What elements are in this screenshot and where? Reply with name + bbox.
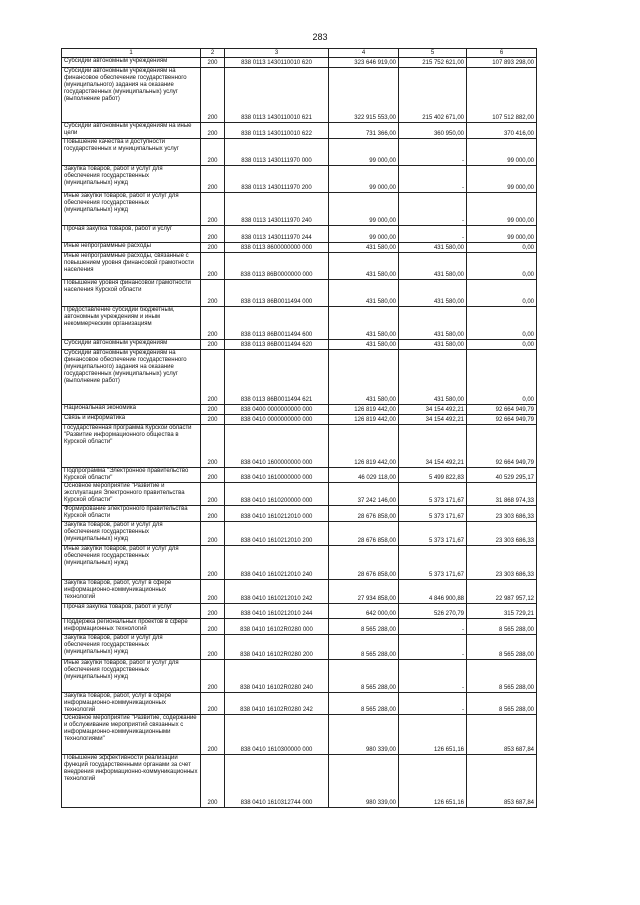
header-cell: 4 — [329, 49, 399, 58]
executed-amount-cell: 526 270,79 — [399, 604, 467, 619]
item-name-cell: Основное мероприятие "Развитие, содержание и обслуживание мероприятий связанных с информационно-коммуникационными технологиями" — [62, 715, 201, 755]
budget-code-cell: 838 0410 1610212010 200 — [225, 522, 329, 546]
executed-amount-cell: - — [399, 166, 467, 193]
approved-amount-cell: 431 580,00 — [329, 340, 399, 350]
item-name-cell: Иные закупки товаров, работ и услуг для обеспечения государственных (муниципальных) нужд — [62, 660, 201, 693]
unexecuted-amount-cell: 0,00 — [467, 340, 537, 350]
unexecuted-amount-cell: 40 529 295,17 — [467, 468, 537, 483]
approved-amount-cell: 99 000,00 — [329, 226, 399, 243]
table-row — [62, 123, 537, 139]
executed-amount-cell: 34 154 492,21 — [399, 425, 467, 468]
executed-amount-cell: - — [399, 226, 467, 243]
executed-amount-cell: 431 580,00 — [399, 340, 467, 350]
budget-code-cell: 838 0113 1430110010 620 — [225, 58, 329, 68]
table-row — [62, 280, 537, 307]
unexecuted-amount-cell: 99 000,00 — [467, 193, 537, 226]
header-cell: 1 — [62, 49, 201, 58]
table-row — [62, 139, 537, 166]
executed-amount-cell: 360 950,00 — [399, 123, 467, 139]
line-code-cell: 200 — [201, 468, 225, 483]
line-code-cell: 200 — [201, 123, 225, 139]
budget-code-cell: 838 0410 0000000000 000 — [225, 415, 329, 425]
budget-code-cell: 838 0113 8600000000 000 — [225, 243, 329, 253]
table-row — [62, 166, 537, 193]
executed-amount-cell: 126 651,16 — [399, 755, 467, 808]
item-name-cell: Субсидии автономным учреждениям — [62, 58, 201, 68]
budget-code-cell: 838 0410 1610312744 000 — [225, 755, 329, 808]
budget-code-cell: 838 0113 86B0000000 000 — [225, 253, 329, 280]
approved-amount-cell: 431 580,00 — [329, 280, 399, 307]
table-row — [62, 506, 537, 522]
executed-amount-cell: 4 846 900,88 — [399, 580, 467, 604]
table-row — [62, 405, 537, 415]
executed-amount-cell: 215 752 621,00 — [399, 58, 467, 68]
budget-code-cell: 838 0410 1610212010 000 — [225, 506, 329, 522]
approved-amount-cell: 431 580,00 — [329, 253, 399, 280]
line-code-cell: 200 — [201, 522, 225, 546]
executed-amount-cell: 5 373 171,67 — [399, 546, 467, 580]
table-header-row — [62, 49, 537, 58]
table-row — [62, 226, 537, 243]
unexecuted-amount-cell: 0,00 — [467, 280, 537, 307]
budget-code-cell: 838 0410 1600000000 000 — [225, 425, 329, 468]
line-code-cell: 200 — [201, 243, 225, 253]
line-code-cell: 200 — [201, 425, 225, 468]
unexecuted-amount-cell: 23 303 686,33 — [467, 522, 537, 546]
unexecuted-amount-cell: 92 664 949,79 — [467, 415, 537, 425]
item-name-cell: Повышение эффективности реализации функций государственными органами за счет внедрения информационно-коммуникационных технологий — [62, 755, 201, 808]
approved-amount-cell: 8 565 288,00 — [329, 635, 399, 660]
line-code-cell: 200 — [201, 415, 225, 425]
table-row — [62, 253, 537, 280]
budget-code-cell: 838 0113 1430111970 000 — [225, 139, 329, 166]
line-code-cell: 200 — [201, 405, 225, 415]
budget-code-cell: 838 0113 1430111970 240 — [225, 193, 329, 226]
item-name-cell: Иные непрограммные расходы — [62, 243, 201, 253]
unexecuted-amount-cell: 99 000,00 — [467, 226, 537, 243]
header-cell: 3 — [225, 49, 329, 58]
line-code-cell: 200 — [201, 604, 225, 619]
budget-code-cell: 838 0410 1610212010 244 — [225, 604, 329, 619]
budget-code-cell: 838 0113 86B0011494 621 — [225, 350, 329, 405]
executed-amount-cell: 431 580,00 — [399, 280, 467, 307]
executed-amount-cell: - — [399, 139, 467, 166]
item-name-cell: Предоставление субсидий бюджетным, автономным учреждениям и иным некоммерческим организациям — [62, 307, 201, 340]
executed-amount-cell: 431 580,00 — [399, 350, 467, 405]
table-row — [62, 468, 537, 483]
line-code-cell: 200 — [201, 280, 225, 307]
approved-amount-cell: 99 000,00 — [329, 139, 399, 166]
table-row — [62, 580, 537, 604]
table-row — [62, 425, 537, 468]
executed-amount-cell: - — [399, 635, 467, 660]
budget-code-cell: 838 0410 1610300000 000 — [225, 715, 329, 755]
line-code-cell: 200 — [201, 350, 225, 405]
budget-code-cell: 838 0400 0000000000 000 — [225, 405, 329, 415]
executed-amount-cell: 215 402 671,00 — [399, 68, 467, 123]
table-row — [62, 483, 537, 506]
item-name-cell: Формирование электронного правительства Курской области — [62, 506, 201, 522]
item-name-cell: Повышение качества и доступности государственных и муниципальных услуг — [62, 139, 201, 166]
unexecuted-amount-cell: 23 303 686,33 — [467, 506, 537, 522]
executed-amount-cell: 34 154 492,21 — [399, 415, 467, 425]
item-name-cell: Закупка товаров, работ и услуг для обеспечения государственных (муниципальных) нужд — [62, 522, 201, 546]
unexecuted-amount-cell: 8 565 288,00 — [467, 693, 537, 715]
line-code-cell: 200 — [201, 546, 225, 580]
line-code-cell: 200 — [201, 755, 225, 808]
budget-code-cell: 838 0410 1610000000 000 — [225, 468, 329, 483]
item-name-cell: Основное мероприятие "Развитие и эксплуатация Электронного правительства Курской области" — [62, 483, 201, 506]
executed-amount-cell: - — [399, 693, 467, 715]
unexecuted-amount-cell: 107 893 298,00 — [467, 58, 537, 68]
unexecuted-amount-cell: 0,00 — [467, 350, 537, 405]
table-row — [62, 307, 537, 340]
approved-amount-cell: 980 339,00 — [329, 755, 399, 808]
item-name-cell: Субсидии автономным учреждениям на иные цели — [62, 123, 201, 139]
executed-amount-cell: 431 580,00 — [399, 307, 467, 340]
line-code-cell: 200 — [201, 226, 225, 243]
item-name-cell: Субсидии автономным учреждениям на финансовое обеспечение государственного (муниципального) задания на оказание государственных (муниципальных) услуг (выполнение работ) — [62, 350, 201, 405]
item-name-cell: Подпрограмма "Электронное правительство Курской области" — [62, 468, 201, 483]
table-row — [62, 350, 537, 405]
item-name-cell: Национальная экономика — [62, 405, 201, 415]
unexecuted-amount-cell: 31 868 974,33 — [467, 483, 537, 506]
approved-amount-cell: 642 000,00 — [329, 604, 399, 619]
executed-amount-cell: 431 580,00 — [399, 253, 467, 280]
approved-amount-cell: 980 339,00 — [329, 715, 399, 755]
executed-amount-cell: 126 651,16 — [399, 715, 467, 755]
approved-amount-cell: 27 934 858,00 — [329, 580, 399, 604]
approved-amount-cell: 431 580,00 — [329, 350, 399, 405]
table-row — [62, 68, 537, 123]
item-name-cell: Субсидии автономным учреждениям на финансовое обеспечение государственного (муниципального) задания на оказание государственных (муниципальных) услуг (выполнение работ) — [62, 68, 201, 123]
approved-amount-cell: 126 819 442,00 — [329, 405, 399, 415]
header-cell: 6 — [467, 49, 537, 58]
budget-code-cell: 838 0410 16102R0280 200 — [225, 635, 329, 660]
line-code-cell: 200 — [201, 635, 225, 660]
unexecuted-amount-cell: 0,00 — [467, 307, 537, 340]
unexecuted-amount-cell: 22 987 957,12 — [467, 580, 537, 604]
unexecuted-amount-cell: 92 664 949,79 — [467, 425, 537, 468]
line-code-cell: 200 — [201, 483, 225, 506]
line-code-cell: 200 — [201, 58, 225, 68]
budget-table — [61, 48, 537, 808]
line-code-cell: 200 — [201, 715, 225, 755]
unexecuted-amount-cell: 8 565 288,00 — [467, 660, 537, 693]
line-code-cell: 200 — [201, 68, 225, 123]
budget-code-cell: 838 0113 1430110010 621 — [225, 68, 329, 123]
item-name-cell: Связь и информатика — [62, 415, 201, 425]
line-code-cell: 200 — [201, 693, 225, 715]
item-name-cell: Закупка товаров, работ и услуг для обеспечения государственных (муниципальных) нужд — [62, 635, 201, 660]
budget-code-cell: 838 0113 1430111970 200 — [225, 166, 329, 193]
item-name-cell: Иные закупки товаров, работ и услуг для обеспечения государственных (муниципальных) нужд — [62, 193, 201, 226]
item-name-cell: Закупка товаров, работ, услуг в сфере информационно-коммуникационных технологий — [62, 693, 201, 715]
table-row — [62, 193, 537, 226]
approved-amount-cell: 431 580,00 — [329, 243, 399, 253]
table-row — [62, 755, 537, 808]
table-row — [62, 635, 537, 660]
budget-code-cell: 838 0410 1610212010 240 — [225, 546, 329, 580]
line-code-cell: 200 — [201, 307, 225, 340]
approved-amount-cell: 323 646 919,00 — [329, 58, 399, 68]
unexecuted-amount-cell: 0,00 — [467, 243, 537, 253]
executed-amount-cell: 34 154 492,21 — [399, 405, 467, 415]
table-row — [62, 619, 537, 635]
unexecuted-amount-cell: 8 565 288,00 — [467, 635, 537, 660]
item-name-cell: Субсидии автономным учреждениям — [62, 340, 201, 350]
line-code-cell: 200 — [201, 506, 225, 522]
executed-amount-cell: - — [399, 619, 467, 635]
executed-amount-cell: 5 373 171,67 — [399, 483, 467, 506]
item-name-cell: Иные закупки товаров, работ и услуг для обеспечения государственных (муниципальных) нужд — [62, 546, 201, 580]
budget-code-cell: 838 0410 16102R0280 240 — [225, 660, 329, 693]
line-code-cell: 200 — [201, 340, 225, 350]
unexecuted-amount-cell: 92 664 949,79 — [467, 405, 537, 415]
budget-code-cell: 838 0410 1610212010 242 — [225, 580, 329, 604]
line-code-cell: 200 — [201, 253, 225, 280]
budget-code-cell: 838 0113 1430111970 244 — [225, 226, 329, 243]
line-code-cell: 200 — [201, 580, 225, 604]
approved-amount-cell: 126 819 442,00 — [329, 415, 399, 425]
approved-amount-cell: 126 819 442,00 — [329, 425, 399, 468]
approved-amount-cell: 731 366,00 — [329, 123, 399, 139]
item-name-cell: Прочая закупка товаров, работ и услуг — [62, 604, 201, 619]
budget-code-cell: 838 0410 16102R0280 242 — [225, 693, 329, 715]
table-row — [62, 660, 537, 693]
table-row — [62, 340, 537, 350]
executed-amount-cell: - — [399, 193, 467, 226]
unexecuted-amount-cell: 99 000,00 — [467, 139, 537, 166]
unexecuted-amount-cell: 853 687,84 — [467, 755, 537, 808]
table-row — [62, 604, 537, 619]
table-row — [62, 546, 537, 580]
page-number: 283 — [312, 32, 328, 42]
table-row — [62, 243, 537, 253]
unexecuted-amount-cell: 107 512 882,00 — [467, 68, 537, 123]
table-row — [62, 715, 537, 755]
line-code-cell: 200 — [201, 139, 225, 166]
table-row — [62, 58, 537, 68]
approved-amount-cell: 322 915 553,00 — [329, 68, 399, 123]
line-code-cell: 200 — [201, 166, 225, 193]
budget-code-cell: 838 0113 86B0011494 600 — [225, 307, 329, 340]
line-code-cell: 200 — [201, 619, 225, 635]
executed-amount-cell: 431 580,00 — [399, 243, 467, 253]
approved-amount-cell: 99 000,00 — [329, 166, 399, 193]
header-cell: 5 — [399, 49, 467, 58]
approved-amount-cell: 431 580,00 — [329, 307, 399, 340]
unexecuted-amount-cell: 0,00 — [467, 253, 537, 280]
executed-amount-cell: - — [399, 660, 467, 693]
item-name-cell: Поддержка региональных проектов в сфере информационных технологий — [62, 619, 201, 635]
approved-amount-cell: 46 029 118,00 — [329, 468, 399, 483]
item-name-cell: Прочая закупка товаров, работ и услуг — [62, 226, 201, 243]
executed-amount-cell: 5 373 171,67 — [399, 506, 467, 522]
table-row — [62, 693, 537, 715]
item-name-cell: Государственная программа Курской области "Развитие информационного общества в Курской области" — [62, 425, 201, 468]
unexecuted-amount-cell: 8 565 288,00 — [467, 619, 537, 635]
approved-amount-cell: 99 000,00 — [329, 193, 399, 226]
approved-amount-cell: 8 565 288,00 — [329, 619, 399, 635]
item-name-cell: Иные непрограммные расходы, связанные с повышением уровня финансовой грамотности населения — [62, 253, 201, 280]
item-name-cell: Закупка товаров, работ и услуг для обеспечения государственных (муниципальных) нужд — [62, 166, 201, 193]
budget-code-cell: 838 0410 16102R0280 000 — [225, 619, 329, 635]
unexecuted-amount-cell: 99 000,00 — [467, 166, 537, 193]
executed-amount-cell: 5 373 171,67 — [399, 522, 467, 546]
approved-amount-cell: 28 676 858,00 — [329, 506, 399, 522]
line-code-cell: 200 — [201, 660, 225, 693]
budget-code-cell: 838 0410 1610200000 000 — [225, 483, 329, 506]
unexecuted-amount-cell: 370 416,00 — [467, 123, 537, 139]
approved-amount-cell: 28 676 858,00 — [329, 522, 399, 546]
executed-amount-cell: 5 499 822,83 — [399, 468, 467, 483]
line-code-cell: 200 — [201, 193, 225, 226]
budget-code-cell: 838 0113 86B0011494 000 — [225, 280, 329, 307]
item-name-cell: Повышение уровня финансовой грамотности населения Курской области — [62, 280, 201, 307]
budget-code-cell: 838 0113 1430110010 622 — [225, 123, 329, 139]
approved-amount-cell: 37 242 146,00 — [329, 483, 399, 506]
table-row — [62, 522, 537, 546]
budget-code-cell: 838 0113 86B0011494 620 — [225, 340, 329, 350]
unexecuted-amount-cell: 23 303 686,33 — [467, 546, 537, 580]
table-row — [62, 415, 537, 425]
approved-amount-cell: 8 565 288,00 — [329, 693, 399, 715]
approved-amount-cell: 28 676 858,00 — [329, 546, 399, 580]
unexecuted-amount-cell: 315 729,21 — [467, 604, 537, 619]
item-name-cell: Закупка товаров, работ, услуг в сфере информационно-коммуникационных технологий — [62, 580, 201, 604]
header-cell: 2 — [201, 49, 225, 58]
approved-amount-cell: 8 565 288,00 — [329, 660, 399, 693]
unexecuted-amount-cell: 853 687,84 — [467, 715, 537, 755]
